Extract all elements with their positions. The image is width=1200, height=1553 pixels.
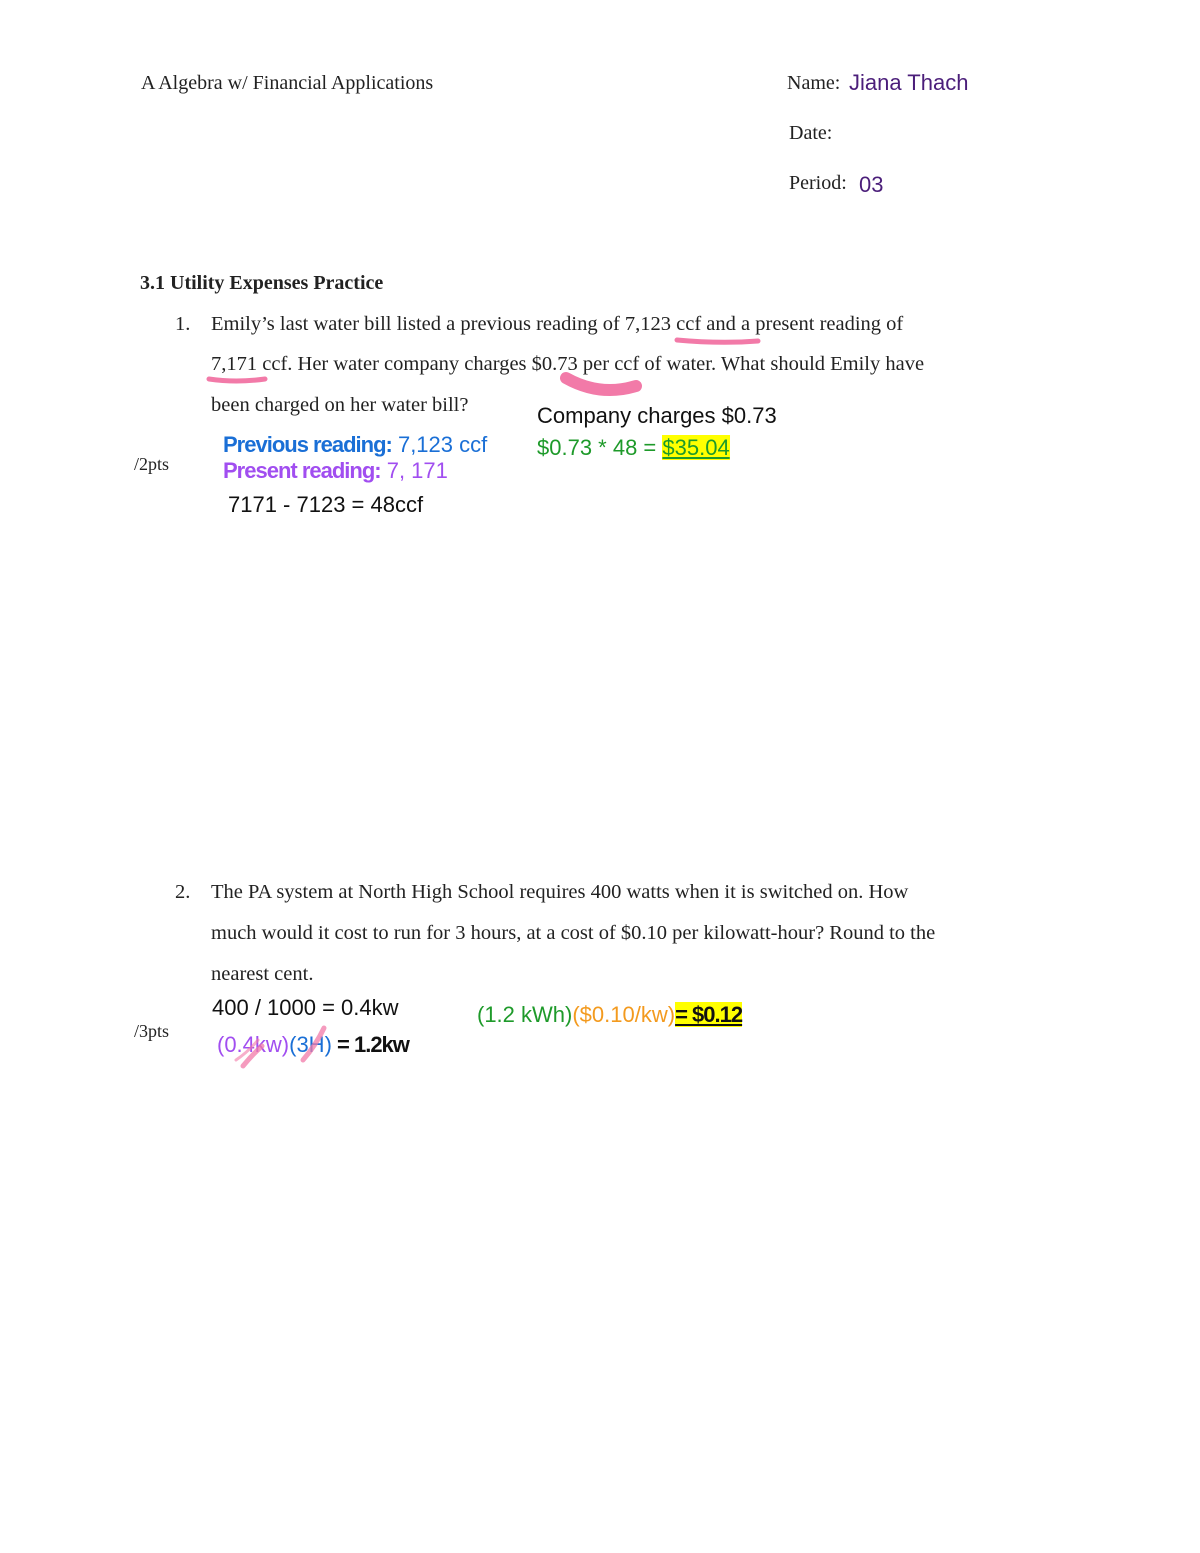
course-title: A Algebra w/ Financial Applications	[141, 72, 434, 94]
section-title: 3.1 Utility Expenses Practice	[140, 272, 384, 294]
q1-line-3: been charged on her water bill?	[211, 394, 469, 416]
q2-hours: (3H)	[289, 1032, 332, 1057]
q2-conversion: 400 / 1000 = 0.4kw	[212, 995, 399, 1020]
q2-number: 2.	[175, 881, 191, 903]
q2-kw-result: = 1.2kw	[331, 1032, 409, 1057]
underline-previous-reading	[677, 340, 758, 342]
q1-line-2: 7,171 ccf. Her water company charges $0.73 per ccf of water. What should Emily have	[211, 353, 925, 375]
q2-answer: = $0.12	[675, 1002, 743, 1027]
q1-difference: 7171 - 7123 = 48ccf	[228, 492, 424, 517]
q2-line-2: much would it cost to run for 3 hours, at a cost of $0.10 per kilowatt-hour? Round to the	[211, 922, 936, 944]
q2-rate: ($0.10/kw)	[572, 1002, 676, 1027]
q2-points: /3pts	[134, 1021, 170, 1041]
q1-company-charges: Company charges $0.73	[537, 403, 777, 428]
scribble-hours	[303, 1028, 324, 1060]
student-name: Jiana Thach	[849, 70, 969, 95]
scribble-kw	[243, 1046, 262, 1066]
underline-present-reading	[209, 379, 265, 381]
present-reading-value: 7, 171	[380, 458, 448, 483]
period-value: 03	[859, 172, 884, 197]
present-reading-label: Present reading:	[223, 458, 381, 483]
q1-line-1: Emily’s last water bill listed a previous reading of 7,123 ccf and a present reading of	[211, 313, 904, 335]
q1-calc-expression: $0.73 * 48 =	[537, 435, 663, 460]
q1-number: 1.	[175, 313, 191, 335]
q2-line-3: nearest cent.	[211, 963, 314, 985]
name-label: Name:	[787, 72, 841, 94]
previous-reading-label: Previous reading:	[223, 432, 392, 457]
date-label: Date:	[789, 122, 833, 144]
q2-line-1: The PA system at North High School requires 400 watts when it is switched on. How	[211, 881, 909, 903]
q2-kwh: (1.2 kWh)	[477, 1002, 573, 1027]
previous-reading-value: 7,123 ccf	[391, 432, 488, 457]
q2-kw: (0.4kw)	[217, 1032, 290, 1057]
underline-rate	[566, 378, 636, 390]
period-label: Period:	[789, 172, 847, 194]
q1-points: /2pts	[134, 454, 170, 474]
q1-answer: $35.04	[662, 435, 730, 460]
